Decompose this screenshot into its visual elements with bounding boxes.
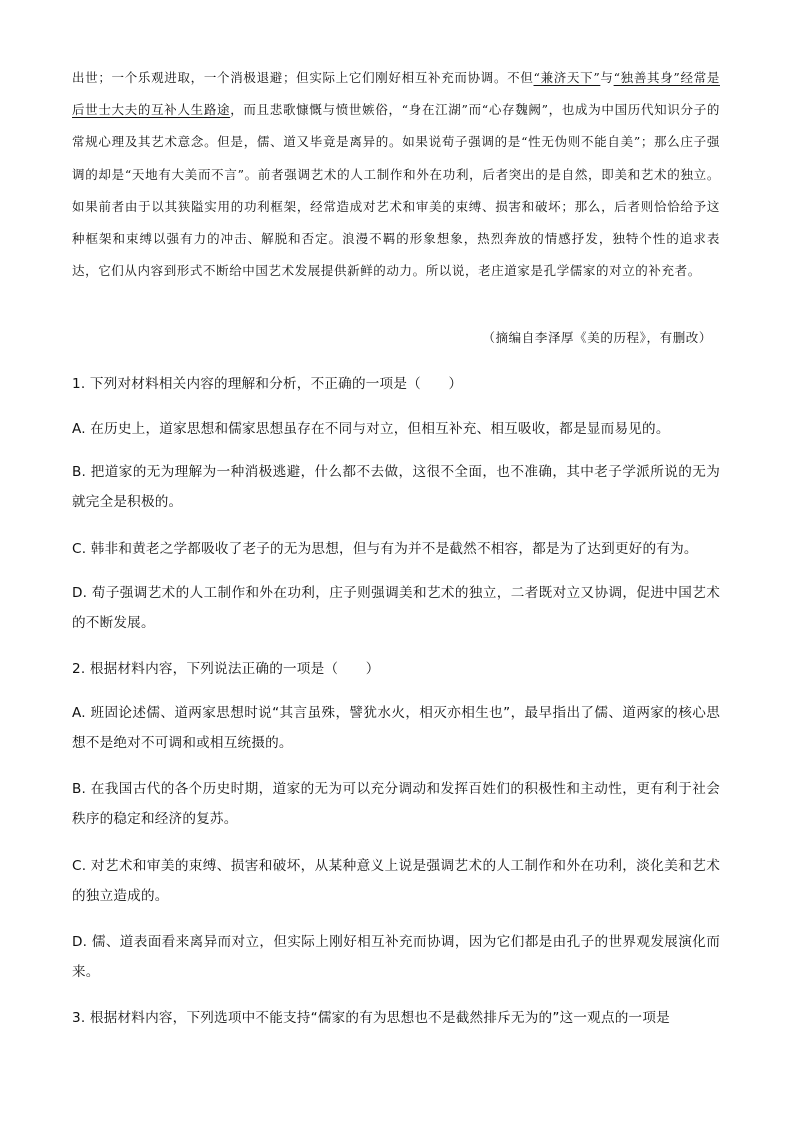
- question-2-stem: 2. 根据材料内容，下列说法正确的一项是（ ）: [72, 661, 380, 677]
- question-2-option-d: D. 儒、道表面看来离异而对立，但实际上刚好相互补充而协调，因为它们都是由孔子的世界观发展演化而来。: [72, 934, 720, 980]
- question-2-option-a: A. 班固论述儒、道两家思想时说“其言虽殊，譬犹水火，相灭亦相生也”，最早指出了儒、道两家的核心思想不是绝对不可调和或相互统摄的。: [72, 705, 720, 751]
- question-1-option-d: D. 荀子强调艺术的人工制作和外在功利，庄子则强调美和艺术的独立，二者既对立又协调，促进中国艺术的不断发展。: [72, 585, 720, 631]
- underlined-phrase-jianji: “兼济天下”: [533, 70, 601, 85]
- question-1-option-a: A. 在历史上，道家思想和儒家思想虽存在不同与对立，但相互补充、相互吸收，都是显而易见的。: [72, 421, 670, 437]
- passage-text-1: 出世；一个乐观进取，一个消极退避；但实际上它们刚好相互补充而协调。不但: [72, 70, 534, 85]
- question-2-option-b: B. 在我国古代的各个历史时期，道家的无为可以充分调动和发挥百姓们的积极性和主动性，更有利于社会秩序的稳定和经济的复苏。: [72, 781, 720, 827]
- question-1-option-b: B. 把道家的无为理解为一种消极逃避，什么都不去做，这很不全面，也不准确，其中老子学派所说的无为就完全是积极的。: [72, 464, 720, 510]
- passage-text-3: ，而且悲歌慷慨与愤世嫉俗，“身在江湖”而“心存魏阙”，也成为中国历代知识分子的常规心理及其艺术意念。但是，儒、道又毕竟是离异的。如果说荀子强调的是“性无伪则不能自美”；那么庄子强调的却是“天地有大美而不言”。前者强调艺术的人工制作和外在功利，后者突出的是自然，即美和艺术的独立。如果前者由于以其狭隘实用的功利框架，经常造成对艺术和审美的束缚、损害和破坏；那么，后者则恰恰给予这种框架和束缚以强有力的冲击、解脱和否定。浪漫不羁的形象想象，热烈奔放的情感抒发，独特个性的追求表达，它们从内容到形式不断给中国艺术发展提供新鲜的动力。所以说，老庄道家是孔学儒家的对立的补充者。: [72, 102, 721, 279]
- question-1-option-c: C. 韩非和黄老之学都吸收了老子的无为思想，但与有为并不是截然不相容，都是为了达到更好的有为。: [72, 541, 698, 557]
- passage-text-2: 与: [600, 70, 614, 85]
- question-1-stem: 1. 下列对材料相关内容的理解和分析，不正确的一项是（ ）: [72, 376, 463, 392]
- question-2-option-c: C. 对艺术和审美的束缚、损害和破坏，从某种意义上说是强调艺术的人工制作和外在功利，淡化美和艺术的独立造成的。: [72, 858, 720, 904]
- reading-passage: [72, 62, 720, 287]
- passage-source: （摘编自李泽厚《美的历程》，有删改）: [482, 330, 712, 345]
- underlined-phrase-dushan: “独善其身”经常是后世士大夫的互补人生路途: [72, 70, 720, 118]
- question-3-stem: 3. 根据材料内容，下列选项中不能支持“儒家的有为思想也不是截然排斥无为的”这一观点的一项是: [72, 1010, 670, 1026]
